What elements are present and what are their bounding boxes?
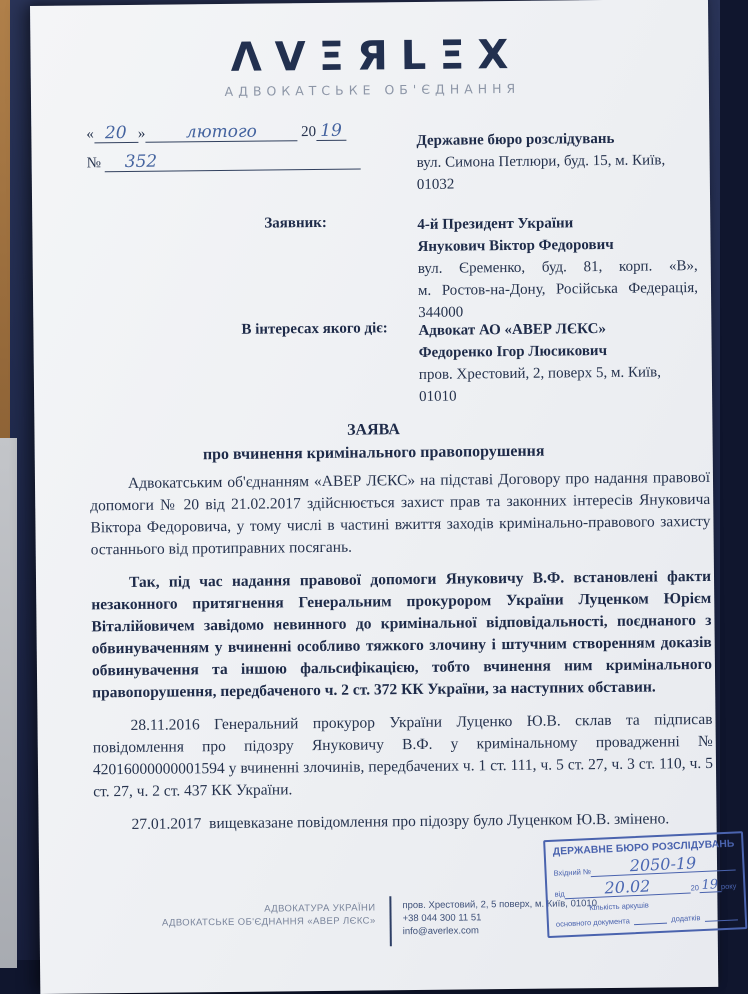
footer-phone: +38 044 300 11 51 bbox=[402, 912, 482, 925]
stamp-doc-label: основного документа bbox=[555, 916, 631, 929]
footer-firm-line1: АДВОКАТУРА УКРАЇНИ bbox=[264, 902, 376, 915]
applicant-address-line2: м. Ростов-на-Дону, Російська Федерація, bbox=[417, 280, 699, 299]
year-printed: 20 bbox=[301, 124, 317, 141]
number-label: № bbox=[86, 155, 102, 172]
registration-stamp bbox=[543, 831, 747, 938]
recipient-address-line2: 01032 bbox=[416, 176, 455, 193]
footer-firm-line2: АДВОКАТСЬКЕ ОБ'ЄДНАННЯ «АВЕР ЛЄКС» bbox=[161, 915, 376, 929]
representative-line1: Адвокат АО «АВЕР ЛЄКС» bbox=[418, 320, 607, 339]
stamp-doc-blank bbox=[634, 915, 668, 926]
stamp-counts-row bbox=[556, 911, 738, 928]
handwritten-year: 19 bbox=[316, 123, 346, 141]
representative-block bbox=[418, 317, 699, 408]
footer-firm-block bbox=[79, 901, 375, 930]
logo-subtitle: АДВОКАТСЬКЕ ОБ'ЄДНАННЯ bbox=[224, 80, 521, 99]
stamp-handwritten-year: 19 bbox=[699, 878, 722, 893]
applicant-address-line1: вул. Єременко, буд. 81, корп. «В», bbox=[417, 258, 698, 277]
stamp-title: ДЕРЖАВНЕ БЮРО РОЗСЛІДУВАНЬ bbox=[552, 838, 735, 858]
paragraph-2: Так, під час надання правової допомоги Януковичу В.Ф. встановлені факти незаконного притягнення Генеральним прокурором України Луценком Юрієм Віталійовичем завідомо невинного до кримінальної відповідальності, поєднаного з обвинуваченням у вчиненні особливо тяжкого злочину і штучним створенням доказів обвинувачення та іншою фальсифікацією, тобто вчинення ним кримінального правопорушення, передбаченого ч. 2 ст. 372 КК України, за наступних обставин. bbox=[91, 567, 713, 702]
handwritten-month: лютого bbox=[145, 123, 297, 143]
applicant-label: Заявник: bbox=[264, 214, 327, 232]
applicant-block bbox=[417, 211, 698, 324]
close-quote: » bbox=[137, 125, 146, 142]
date-number-block bbox=[86, 122, 396, 172]
representative-label: В інтересах якого діє: bbox=[241, 320, 388, 338]
paragraph-4: 27.01.2017 вищевказане повідомлення про підозру було Луценком Ю.В. змінено. bbox=[131, 810, 670, 833]
stamp-date-row bbox=[554, 874, 737, 899]
representative-address-line2: 01010 bbox=[419, 388, 457, 405]
date-line bbox=[86, 122, 396, 143]
applicant-line1: 4-й Президент України bbox=[417, 215, 574, 233]
stamp-date-label: від bbox=[554, 889, 565, 899]
paragraph-3: 28.11.2016 Генеральний прокурор України Луценко Ю.В. склав та підписав повідомлення про підозру Януковичу В.Ф. у кримінальному провадженні № 42016000000001594 у вчиненні злочинів, передбачених ч. 1 ст. 111, ч. 5 ст. 27, ч. 3 ст. 110, ч. 5 ст. 27, ч. 2 ст. 437 КК України. bbox=[92, 710, 714, 801]
applicant-address-line3: 344000 bbox=[418, 304, 464, 321]
footer-email: info@averlex.com bbox=[402, 925, 479, 938]
stamp-attachments-label: додатків bbox=[671, 913, 701, 924]
stamp-handwritten-number: 2050-19 bbox=[590, 854, 735, 878]
stamp-year-printed: 20 bbox=[690, 883, 700, 893]
recipient-name: Державне бюро розслідувань bbox=[416, 130, 615, 149]
recipient-address-line1: вул. Симона Петлюри, буд. 15, м. Київ, bbox=[416, 152, 666, 171]
stamp-incoming-label: Вхідний № bbox=[553, 867, 592, 878]
paragraph-1: Адвокатським об'єднанням «АВЕР ЛЄКС» на підставі Договору про надання правової допомоги № 20 від 21.02.2017 здійснюється захист прав та законних інтересів Януковича Віктора Федоровича, у тому числі в частині вжиття заходів кримінально-правового захисту останнього від протиправних посягань. bbox=[90, 468, 711, 559]
stamp-date-suffix: року bbox=[720, 881, 737, 892]
document-title bbox=[34, 415, 712, 468]
handwritten-number: 352 bbox=[105, 152, 361, 173]
document-body bbox=[90, 467, 714, 847]
document-page bbox=[30, 0, 737, 994]
footer-address: пров. Хрестовий, 2, 5 поверх, м. Київ, 01010 bbox=[402, 898, 598, 912]
footer-divider bbox=[389, 896, 392, 946]
number-line bbox=[87, 151, 397, 172]
open-quote: « bbox=[86, 126, 94, 143]
stamp-handwritten-date: 20.02 bbox=[564, 877, 691, 900]
background-edge-tan bbox=[0, 0, 10, 445]
document-title-line1: ЗАЯВА bbox=[346, 421, 400, 439]
background-edge-gray bbox=[0, 438, 17, 968]
recipient-block bbox=[416, 127, 692, 196]
stamp-attachments-blank bbox=[704, 911, 738, 922]
letterhead-logo bbox=[30, 33, 709, 101]
representative-line2: Федоренко Ігор Люсикович bbox=[418, 342, 608, 361]
averlex-logo-wordmark: ΛVΞЯLΞX bbox=[230, 31, 522, 81]
applicant-line2: Янукович Віктор Федорович bbox=[417, 236, 614, 255]
document-title-line2: про вчинення кримінального правопорушення bbox=[202, 442, 545, 464]
handwritten-day: 20 bbox=[94, 125, 138, 143]
stamp-sheets-label: Кількість аркушів bbox=[589, 900, 649, 913]
representative-address-line1: пров. Хрестовий, 2, поверх 5, м. Київ, bbox=[418, 364, 662, 383]
